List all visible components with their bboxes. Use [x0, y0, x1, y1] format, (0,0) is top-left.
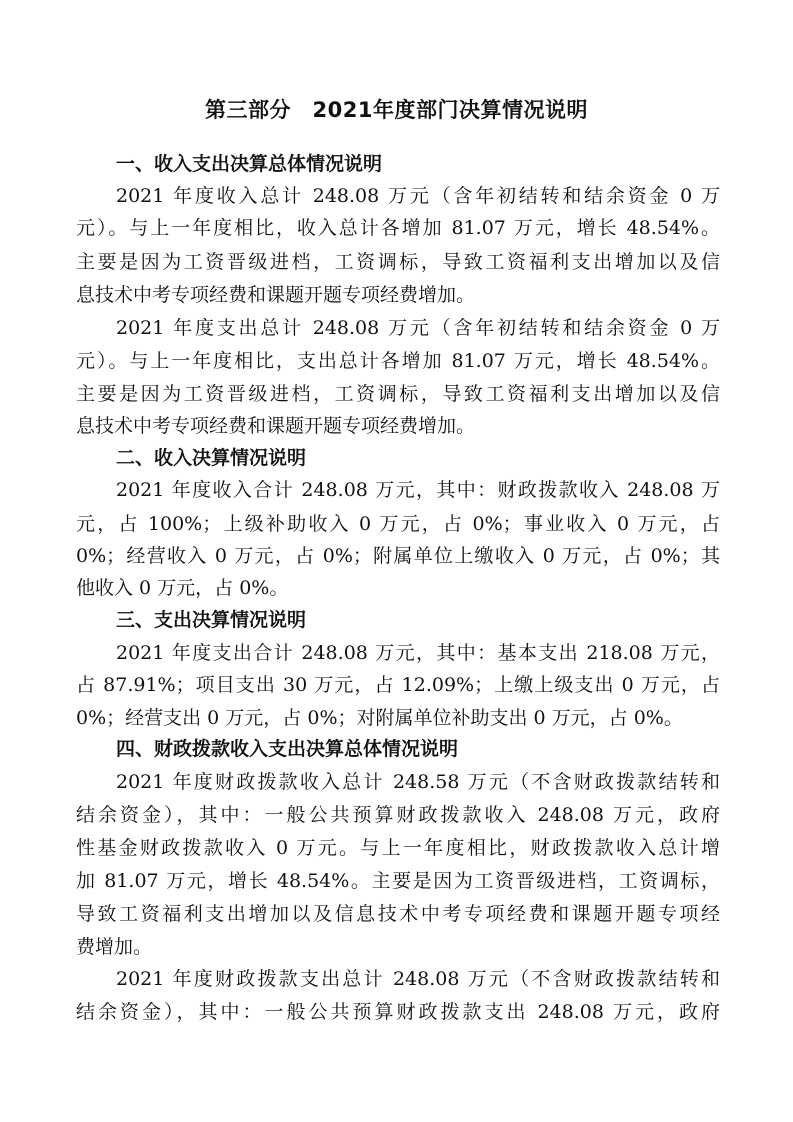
paragraph-line: 导致工资福利支出增加以及信息技术中考专项经费和课题开题专项经: [76, 903, 720, 925]
paragraph-line: 主要是因为工资晋级进档，工资调标，导致工资福利支出增加以及信: [76, 383, 720, 405]
paragraph-line: 费增加。: [76, 936, 153, 958]
paragraph-line: 息技术中考专项经费和课题开题专项经费增加。: [76, 284, 476, 306]
paragraph-line: 主要是因为工资晋级进档，工资调标，导致工资福利支出增加以及信: [76, 251, 720, 273]
page-title: 第三部分 2021年度部门决算情况说明: [205, 98, 588, 122]
paragraph-line: 0%；经营支出 0 万元，占 0%；对附属单位补助支出 0 万元，占 0%。: [76, 707, 683, 729]
paragraph-line: 结余资金），其中：一般公共预算财政拨款支出 248.08 万元，政府: [76, 1001, 720, 1023]
section-heading-3: 三、支出决算情况说明: [116, 609, 307, 631]
paragraph-line: 0%；经营收入 0 万元，占 0%；附属单位上缴收入 0 万元，占 0%；其: [76, 545, 720, 567]
paragraph-line: 元）。与上一年度相比，支出总计各增加 81.07 万元，增长 48.54%。: [76, 350, 720, 372]
section-heading-2: 二、收入决算情况说明: [116, 447, 307, 469]
paragraph-line: 性基金财政拨款收入 0 万元。与上一年度相比，财政拨款收入总计增: [76, 837, 720, 859]
paragraph-line: 2021 年度支出总计 248.08 万元（含年初结转和结余资金 0 万: [116, 317, 720, 339]
paragraph-line: 结余资金），其中：一般公共预算财政拨款收入 248.08 万元，政府: [76, 804, 720, 826]
paragraph-line: 2021 年度收入合计 248.08 万元，其中：财政拨款收入 248.08 万: [116, 479, 720, 501]
paragraph-line: 2021 年度财政拨款支出总计 248.08 万元（不含财政拨款结转和: [116, 968, 720, 990]
paragraph-line: 2021 年度支出合计 248.08 万元，其中：基本支出 218.08 万元，: [116, 642, 720, 664]
paragraph-line: 息技术中考专项经费和课题开题专项经费增加。: [76, 415, 476, 437]
paragraph-line: 元）。与上一年度相比，收入总计各增加 81.07 万元，增长 48.54%。: [76, 217, 720, 239]
section-heading-4: 四、财政拨款收入支出决算总体情况说明: [116, 738, 459, 760]
paragraph-line: 元，占 100%；上级补助收入 0 万元，占 0%；事业收入 0 万元，占: [76, 513, 720, 535]
paragraph-line: 他收入 0 万元，占 0%。: [76, 577, 289, 599]
section-heading-1: 一、收入支出决算总体情况说明: [116, 153, 383, 175]
paragraph-line: 占 87.91%；项目支出 30 万元，占 12.09%；上缴上级支出 0 万元，占: [76, 674, 720, 696]
paragraph-line: 2021 年度收入总计 248.08 万元（含年初结转和结余资金 0 万: [116, 185, 720, 207]
paragraph-line: 加 81.07 万元，增长 48.54%。主要是因为工资晋级进档，工资调标，: [76, 870, 720, 892]
paragraph-line: 2021 年度财政拨款收入总计 248.58 万元（不含财政拨款结转和: [116, 771, 720, 793]
